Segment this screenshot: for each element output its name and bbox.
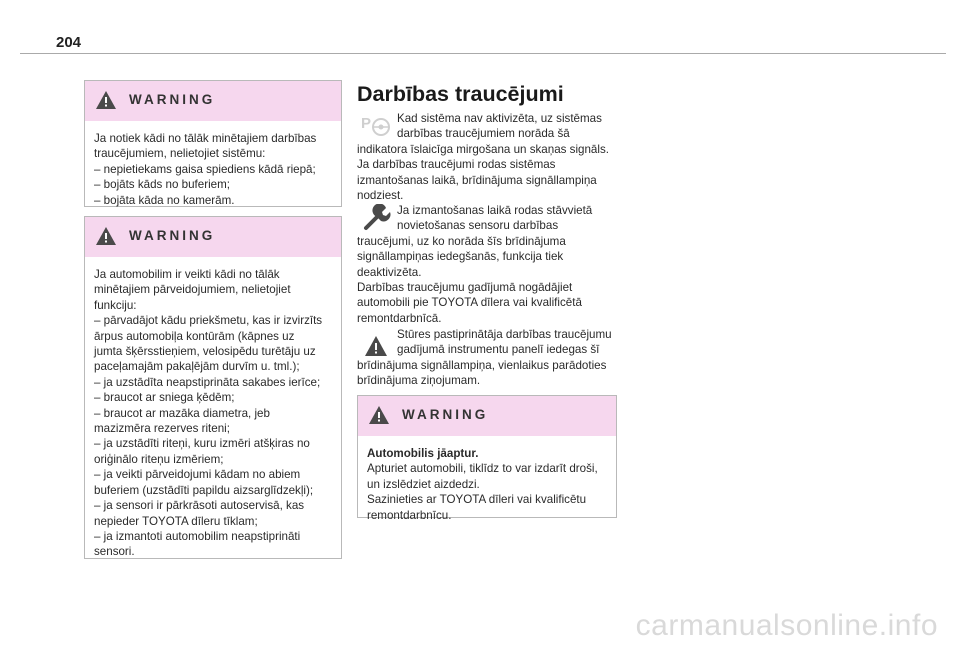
paragraph-sensor-fault	[357, 203, 592, 326]
warning-box-2	[84, 216, 342, 559]
text-line: novietošanas sensoru darbības	[397, 219, 559, 233]
warning-header	[358, 396, 616, 436]
warning-line: – ja uzstādīti riteņi, kuru izmēri atšķiras no	[94, 437, 310, 451]
text-line: izmantošanas laikā, brīdinājuma signāllampiņa	[357, 173, 597, 187]
text-line: Ja darbības traucējumi rodas sistēmas	[357, 158, 556, 172]
warning-line: remontdarbnīcu.	[367, 508, 452, 522]
warning-heading: Automobilis jāaptur.	[367, 447, 479, 460]
text-line: Stūres pastiprinātāja darbības traucējumu	[397, 328, 612, 341]
warning-body	[85, 121, 341, 217]
warning-line: traucējumiem, nelietojiet sistēmu:	[94, 147, 266, 161]
warning-line: minētajiem pārveidojumiem, nelietojiet	[94, 283, 291, 297]
text-line: nodziest.	[357, 189, 404, 203]
warning-line: oriģinālo riteņu izmēriem;	[94, 452, 224, 466]
paragraph-steering	[357, 327, 612, 389]
warning-line: – nepietiekams gaisa spiediens kādā riepā;	[94, 162, 316, 176]
warning-line: paceļamajām pakaļējām durvīm u. tml.);	[94, 360, 300, 374]
watermark-link[interactable]: carmanualsonline.info	[635, 609, 938, 642]
warning-box-3	[357, 395, 617, 522]
warning-line: – ja sensori ir pārkrāsoti autoservisā, kas	[94, 499, 305, 513]
warning-line: Sazinieties ar TOYOTA dīleri vai kvalificētu	[367, 493, 587, 507]
warning-body	[85, 257, 341, 569]
warning-header	[85, 81, 341, 121]
warning-line: jumta šķērsstieņiem, velosipēdu turētāju uz	[94, 345, 316, 359]
warning-title: WARNING	[129, 92, 216, 107]
text-line: automobili pie TOYOTA dīlera vai kvalificētā	[357, 296, 582, 310]
warning-line: sensori.	[94, 545, 135, 559]
warning-line: un izslēdziet aizdedzi.	[367, 477, 480, 491]
text-line: traucējumi, uz ko norāda šīs brīdinājuma	[357, 234, 566, 248]
warning-line: ārpus automobiļa kontūrām (kāpnes uz	[94, 329, 295, 343]
warning-box-1	[84, 80, 342, 207]
text-line: deaktivizēta.	[357, 265, 422, 279]
warning-title: WARNING	[402, 407, 489, 422]
warning-line: – pārvadājot kādu priekšmetu, kas ir izvirzīts	[94, 314, 323, 328]
svg-text:P: P	[361, 115, 372, 132]
warning-line: – braucot ar mazāka diametra, jeb	[94, 406, 270, 420]
warning-line: nepieder TOYOTA dīleru tīklam;	[94, 514, 258, 528]
header-rule	[20, 53, 946, 54]
text-line: signāllampiņas iedegšanās, funkcija tiek	[357, 250, 564, 264]
warning-line: Ja automobilim ir veikti kādi no tālāk	[94, 268, 280, 281]
footer	[600, 609, 960, 649]
text-line: gadījumā instrumentu panelī iedegas šī	[397, 343, 600, 357]
warning-title: WARNING	[129, 228, 216, 243]
text-line: Ja izmantošanas laikā rodas stāvvietā	[397, 204, 593, 217]
warning-triangle-icon	[95, 226, 117, 246]
warning-line: – bojāta kāda no kamerām.	[94, 193, 235, 207]
warning-line: Apturiet automobili, tiklīdz to var izdarīt droši,	[367, 462, 598, 476]
warning-line: – braucot ar sniega ķēdēm;	[94, 391, 235, 405]
warning-triangle-icon	[368, 405, 390, 425]
page-number: 204	[56, 34, 82, 51]
text-line: brīdinājuma signāllampiņa, vienlaikus parādoties	[357, 358, 607, 372]
text-line: brīdinājuma ziņojumam.	[357, 374, 481, 388]
warning-line: – ja izmantoti automobilim neapstiprināti	[94, 529, 301, 543]
warning-line: – ja uzstādīta neapstiprināta sakabes ierīce;	[94, 375, 321, 389]
warning-triangle-icon	[95, 90, 117, 110]
warning-line: funkciju:	[94, 298, 137, 312]
section-title: Darbības traucējumi	[357, 82, 564, 106]
warning-line: Ja notiek kādi no tālāk minētajiem darbības	[94, 132, 317, 145]
text-line: darbības traucējumiem norāda šā	[397, 127, 570, 141]
warning-body	[358, 436, 616, 532]
paragraph-indicator	[357, 111, 609, 203]
text-line: indikatora īslaicīga mirgošana un skaņas signāls.	[357, 142, 609, 156]
text-line: remontdarbnīcā.	[357, 311, 442, 325]
warning-line: – ja veikti pārveidojumi kādam no abiem	[94, 468, 301, 482]
text-line: Kad sistēma nav aktivizēta, uz sistēmas	[397, 112, 602, 125]
warning-line: – bojāts kāds no buferiem;	[94, 178, 230, 192]
text-line: Darbības traucējumu gadījumā nogādājiet	[357, 281, 573, 295]
warning-header	[85, 217, 341, 257]
warning-line: buferiem (uzstādīti papildu aizsarglīdzekļi);	[94, 483, 314, 497]
warning-line: mazizmēra rezerves riteni;	[94, 422, 230, 436]
